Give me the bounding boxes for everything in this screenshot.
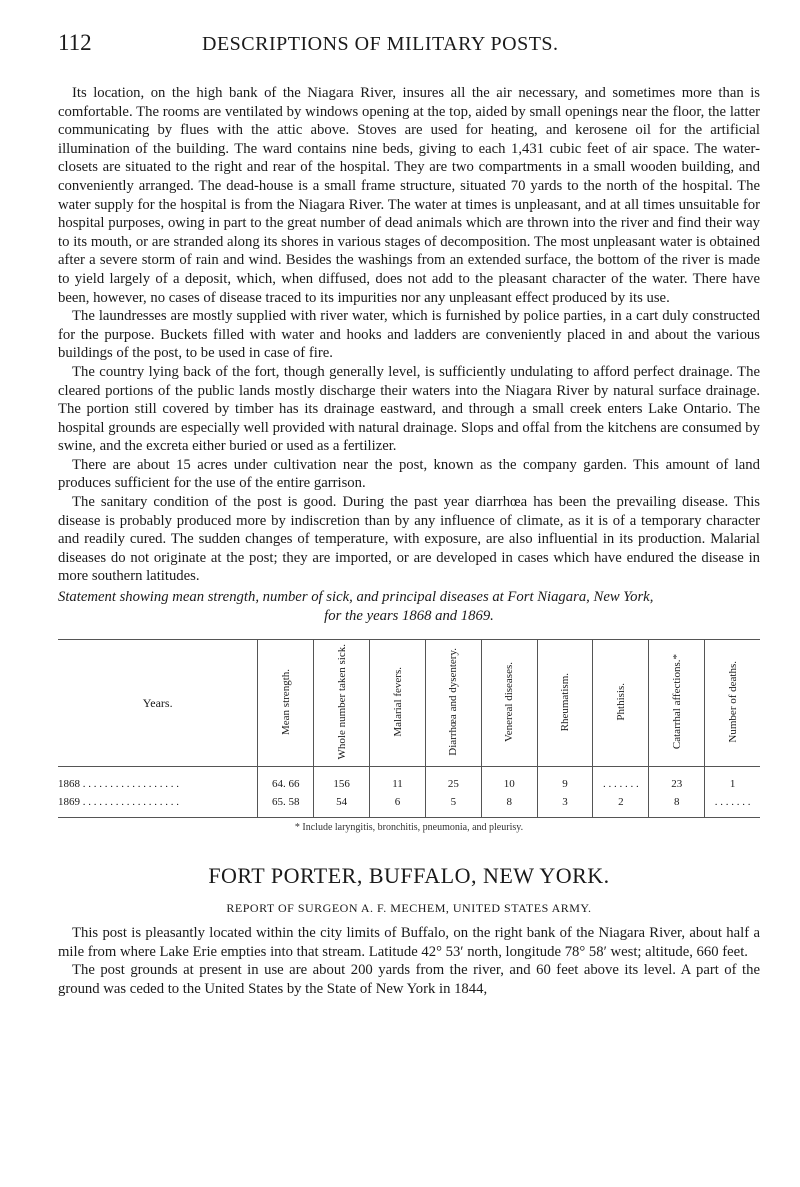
statistics-table — [58, 639, 760, 818]
page-header — [58, 30, 760, 60]
column-header-deaths — [705, 640, 760, 767]
column-header-taken-sick — [314, 640, 370, 767]
table-cell: 9 — [537, 767, 593, 794]
year-label: 1868 — [58, 778, 80, 791]
table-cell: 23 — [649, 767, 705, 794]
column-header-label: Venereal diseases. — [503, 661, 516, 742]
paragraph: The sanitary condition of the post is good. During the past year diarrhœa has been the prevailing disease. This disease is probably produced more by indiscretion than by any influence of climate, as it is of a temporary character and readily cured. The sudden changes of temperature, with exposure, are also influential in its production. Malarial diseases do not originate at the post; they are imported, or are developed in cases which have endured the disease in more southern latitudes. — [58, 494, 760, 585]
table-cell: 11 — [370, 767, 426, 794]
column-header-diarrhoea — [425, 640, 481, 767]
table-cell: 54 — [314, 793, 370, 818]
column-header-label: Mean strength. — [279, 668, 292, 735]
paragraph: Its location, on the high bank of the Niagara River, insures all the air necessary, and sometimes more than is comfortable. The rooms are ventilated by windows opening at the top, aided by small openings near the floor, the latter communicating by flues with the attic above. Stoves are used for heating, and kerosene oil for the artificial illumination of the building. The ward contains nine beds, giving to each 1,431 cubic feet of air space. The water-closets are situated to the right and rear of the hospital. They are two compartments in a small wooden building, and conveniently arranged. The dead-house is a small frame structure, situated 70 yards to the north of the hospital. The water supply for the hospital is from the Niagara River. The water at times is unpleasant, and at all times unsuitable for hospital purposes, owing in part to the great number of dead animals which are thrown into the river and find their way to its mouth, or are stranded along its shores in various stages of decomposition. The most unpleasant water is obtained after a severe storm of rain and wind. Besides the washings from an extended surface, the bottom of the river is made to yield largely of a deposit, which, when diffused, does not add to the pleasant character of the water. There have been, however, no cases of disease traced to its impurities nor any unpleasant effect produced by its use. — [58, 85, 760, 306]
running-head: DESCRIPTIONS OF MILITARY POSTS. — [202, 33, 559, 55]
table-cell: 5 — [425, 793, 481, 818]
table-caption-line-2: for the years 1868 and 1869. — [324, 607, 494, 624]
year-cell: 1869 . . . . . . . . . . . . . . . . . . — [58, 793, 258, 818]
table-row — [58, 793, 760, 818]
table-cell-empty: . . . . . . . — [593, 767, 649, 794]
table-cell: 6 — [370, 793, 426, 818]
column-header-mean-strength — [258, 640, 314, 767]
column-header-phthisis — [593, 640, 649, 767]
column-header-label: Malarial fevers. — [391, 666, 404, 737]
paragraph: There are about 15 acres under cultivation near the post, known as the company garden. This amount of land produces sufficient for the use of the entire garrison. — [58, 456, 760, 492]
column-header-venereal — [481, 640, 537, 767]
column-header-rheumatism — [537, 640, 593, 767]
table-row — [58, 767, 760, 794]
report-line: REPORT OF SURGEON A. F. MECHEM, UNITED STATES ARMY. — [226, 901, 592, 916]
year-cell: 1868 . . . . . . . . . . . . . . . . . . — [58, 778, 179, 791]
column-header-years: Years. — [58, 640, 258, 767]
table-cell: 156 — [314, 767, 370, 794]
paragraph: The post grounds at present in use are about 200 yards from the river, and 60 feet above its level. A part of the ground was ceded to the United States by the State of New York in 1844, — [58, 962, 760, 997]
table-header-row — [58, 640, 760, 767]
year-label: 1869 — [58, 796, 80, 809]
paragraph: This post is pleasantly located within the city limits of Buffalo, on the right bank of the Niagara River, about half a mile from where Lake Erie empties into that stream. Latitude 42° 53′ north, longitude 78° 58′ west; altitude, 660 feet. — [58, 925, 760, 960]
body-text — [58, 84, 760, 586]
table-cell: 65. 58 — [258, 793, 314, 818]
paragraph: The country lying back of the fort, though generally level, is sufficiently undulating to afford perfect drainage. The cleared portions of the public lands mostly discharge their waters into the Niagara River by natural surface drainage. The portion still covered by timber has its drainage eastward, and through a small creek enters Lake Ontario. The hospital grounds are especially well provided with natural drainage. Slops and offal from the kitchens are consumed by swine, and the excreta either buried or used as a fertilizer. — [58, 363, 760, 455]
column-header-label: Whole number taken sick. — [335, 643, 348, 760]
table-cell: 64. 66 — [258, 767, 314, 794]
column-header-label: Catarrhal affections.* — [670, 654, 683, 750]
page-number: 112 — [58, 30, 92, 55]
document-page — [58, 30, 760, 999]
section-body-text — [58, 924, 760, 998]
table-cell: 8 — [649, 793, 705, 818]
column-header-label: Number of deaths. — [726, 660, 739, 743]
table-cell-empty: . . . . . . . — [705, 793, 760, 818]
column-header-catarrhal — [649, 640, 705, 767]
column-header-label: Rheumatism. — [559, 672, 572, 731]
section-title: FORT PORTER, BUFFALO, NEW YORK. — [208, 863, 610, 889]
table-cell: 1 — [705, 767, 760, 794]
table-cell: 3 — [537, 793, 593, 818]
table-cell: 8 — [481, 793, 537, 818]
table-caption — [58, 588, 760, 625]
table-cell: 10 — [481, 767, 537, 794]
column-header-malarial-fevers — [370, 640, 426, 767]
column-header-label: Phthisis. — [614, 682, 627, 721]
paragraph: The laundresses are mostly supplied with river water, which is furnished by police parties, in a cart duly constructed for the purpose. Buckets filled with water and hooks and ladders are conveniently placed in and about the various buildings of the post, to be used in case of fire. — [58, 308, 760, 362]
table-caption-line-1: Statement showing mean strength, number of sick, and principal diseases at Fort Niagara, New York, — [58, 589, 654, 606]
table-footnote: * Include laryngitis, bronchitis, pneumonia, and pleurisy. — [294, 822, 524, 834]
column-header-label: Diarrhœa and dysentery. — [447, 647, 460, 756]
table-cell: 25 — [425, 767, 481, 794]
table-cell: 2 — [593, 793, 649, 818]
